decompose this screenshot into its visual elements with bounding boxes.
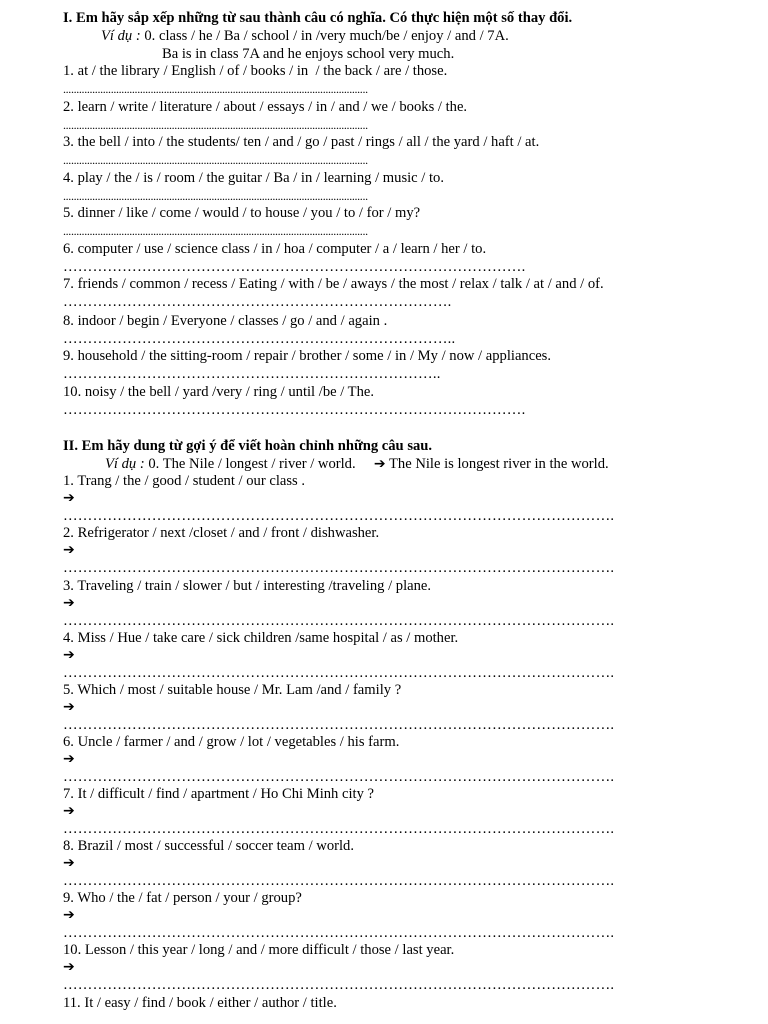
answer-blank-2-6[interactable]: …………………………………………………………………………………………………. xyxy=(63,769,615,785)
example-question: 0. class / he / Ba / school / in /very much/be / enjoy / and / 7A. xyxy=(140,28,509,44)
exercise-2-question-4: 4. Miss / Hue / take care / sick children /same hospital / as / mother. xyxy=(63,630,459,646)
exercise-2-question-8: 8. Brazil / most / successful / soccer team / world. xyxy=(63,838,354,854)
example-label: Ví dụ : xyxy=(101,28,141,44)
arrow-icon: ➔ xyxy=(63,803,75,819)
answer-blank-1[interactable]: ................................................................................................................... xyxy=(63,82,368,96)
section-2-example xyxy=(105,456,609,473)
arrow-icon: ➔ xyxy=(63,855,75,871)
exercise-1-question-7: 7. friends / common / recess / Eating / with / be / aways / the most / relax / talk / at / and / of. xyxy=(63,276,604,292)
answer-blank-5[interactable]: ................................................................................................................... xyxy=(63,224,368,238)
answer-blank-2-3[interactable]: …………………………………………………………………………………………………. xyxy=(63,613,615,629)
arrow-icon: ➔ xyxy=(373,456,386,472)
exercise-1-question-6: 6. computer / use / science class / in / hoa / computer / a / learn / her / to. xyxy=(63,241,487,257)
exercise-2-question-5: 5. Which / most / suitable house / Mr. Lam /and / family ? xyxy=(63,682,402,698)
exercise-2-question-3: 3. Traveling / train / slower / but / interesting /traveling / plane. xyxy=(63,578,432,594)
answer-blank-2-1[interactable]: …………………………………………………………………………………………………. xyxy=(63,508,615,524)
answer-blank-7[interactable]: ……………………………………………………………………. xyxy=(63,294,452,310)
exercise-1-question-8: 8. indoor / begin / Everyone / classes / go / and / again . xyxy=(63,313,388,329)
example-answer: The Nile is longest river in the world. xyxy=(385,456,609,472)
answer-blank-2-9[interactable]: …………………………………………………………………………………………………. xyxy=(63,925,615,941)
exercise-1-question-5: 5. dinner / like / come / would / to house / you / to / for / my? xyxy=(63,205,421,221)
arrow-icon: ➔ xyxy=(63,959,75,975)
answer-blank-8[interactable]: …………………………………………………………………….. xyxy=(63,331,456,347)
section-1-example xyxy=(101,28,509,45)
arrow-icon: ➔ xyxy=(63,699,75,715)
answer-blank-2-4[interactable]: …………………………………………………………………………………………………. xyxy=(63,665,615,681)
answer-blank-4[interactable]: ................................................................................................................... xyxy=(63,189,368,203)
exercise-2-question-2: 2. Refrigerator / next /closet / and / front / dishwasher. xyxy=(63,525,380,541)
exercise-1-question-4: 4. play / the / is / room / the guitar / Ba / in / learning / music / to. xyxy=(63,170,445,186)
arrow-icon: ➔ xyxy=(63,907,75,923)
exercise-2-question-6: 6. Uncle / farmer / and / grow / lot / vegetables / his farm. xyxy=(63,734,400,750)
arrow-icon: ➔ xyxy=(63,647,75,663)
exercise-2-question-1: 1. Trang / the / good / student / our class . xyxy=(63,473,306,489)
answer-blank-2[interactable]: ................................................................................................................... xyxy=(63,118,368,132)
arrow-icon: ➔ xyxy=(63,542,75,558)
answer-blank-3[interactable]: ................................................................................................................... xyxy=(63,153,368,167)
arrow-icon: ➔ xyxy=(63,595,75,611)
answer-blank-2-10[interactable]: …………………………………………………………………………………………………. xyxy=(63,977,615,993)
answer-blank-2-5[interactable]: …………………………………………………………………………………………………. xyxy=(63,717,615,733)
section-2-title: II. Em hãy dung từ gợi ý để viết hoàn chỉnh những câu sau. xyxy=(63,438,433,454)
answer-blank-10[interactable]: …………………………………………………………………………………. xyxy=(63,402,526,418)
answer-blank-2-7[interactable]: …………………………………………………………………………………………………. xyxy=(63,821,615,837)
exercise-2-question-9: 9. Who / the / fat / person / your / group? xyxy=(63,890,302,906)
section-1-example-answer: Ba is in class 7A and he enjoys school very much. xyxy=(162,46,455,62)
exercise-2-question-10: 10. Lesson / this year / long / and / more difficult / those / last year. xyxy=(63,942,455,958)
exercise-1-question-2: 2. learn / write / literature / about / essays / in / and / we / books / the. xyxy=(63,99,468,115)
answer-blank-9[interactable]: ………………………………………………………………….. xyxy=(63,366,441,382)
exercise-1-question-10: 10. noisy / the bell / yard /very / ring / until /be / The. xyxy=(63,384,375,400)
example-question: 0. The Nile / longest / river / world. xyxy=(144,456,374,472)
answer-blank-2-2[interactable]: …………………………………………………………………………………………………. xyxy=(63,560,615,576)
exercise-1-question-9: 9. household / the sitting-room / repair / brother / some / in / My / now / appliances. xyxy=(63,348,551,364)
exercise-2-question-11: 11. It / easy / find / book / either / author / title. xyxy=(63,995,337,1011)
exercise-1-question-1: 1. at / the library / English / of / books / in / the back / are / those. xyxy=(63,63,448,79)
answer-blank-2-8[interactable]: …………………………………………………………………………………………………. xyxy=(63,873,615,889)
arrow-icon: ➔ xyxy=(63,490,75,506)
exercise-1-question-3: 3. the bell / into / the students/ ten / and / go / past / rings / all / the yard / haft / at. xyxy=(63,134,540,150)
answer-blank-6[interactable]: …………………………………………………………………………………. xyxy=(63,259,526,275)
example-label: Ví dụ : xyxy=(105,456,145,472)
exercise-2-question-7: 7. It / difficult / find / apartment / Ho Chi Minh city ? xyxy=(63,786,375,802)
arrow-icon: ➔ xyxy=(63,751,75,767)
section-1-title: I. Em hãy sắp xếp những từ sau thành câu có nghĩa. Có thực hiện một số thay đổi. xyxy=(63,10,573,26)
